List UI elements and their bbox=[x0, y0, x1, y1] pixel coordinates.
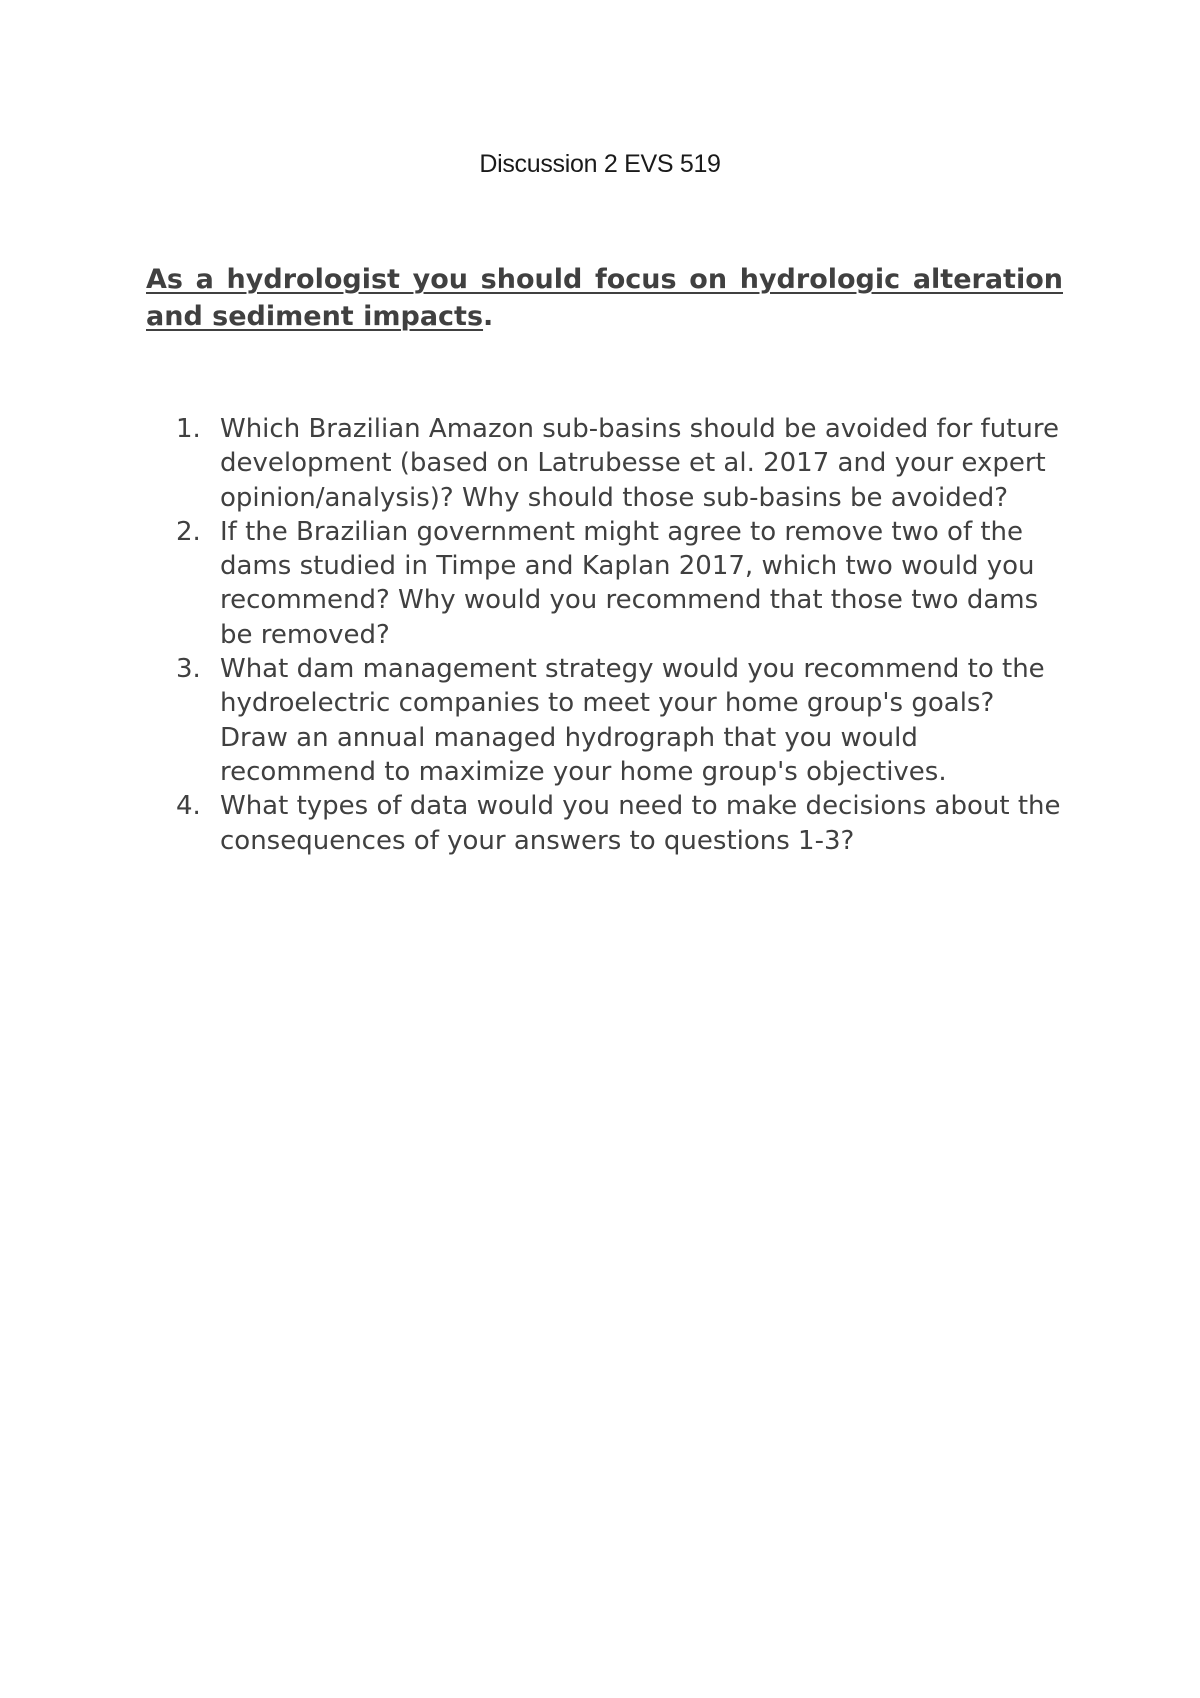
question-number: 1. bbox=[176, 414, 201, 444]
question-text: If the Brazilian government might agree to remove two of the dams studied in Timpe and Kaplan 2017, which two would you recommend? Why would you recommend that those two dams be removed? bbox=[220, 516, 1039, 650]
question-number: 4. bbox=[176, 791, 201, 822]
question-text: What dam management strategy would you recommend to the hydroelectric companies to meet your home group's goals? Draw an annual managed hydrograph that you would recommend to maximize your home group's objectives. bbox=[220, 654, 1045, 787]
question-text: Which Brazilian Amazon sub-basins should be avoided for future development (based on Latrubesse et al. 2017 and your expert opinion/analysis)? Why should those sub-basins be avoided? bbox=[220, 414, 1059, 513]
instruction-heading bbox=[146, 261, 1063, 335]
document-title: Discussion 2 EVS 519 bbox=[479, 150, 721, 178]
question-list bbox=[176, 412, 1066, 858]
question-number: 2. bbox=[176, 516, 201, 547]
question-text: What types of data would you need to make decisions about the consequences of your answers to questions 1-3? bbox=[220, 791, 1061, 856]
question-item bbox=[176, 412, 1066, 515]
question-item bbox=[176, 652, 1066, 789]
question-item bbox=[176, 789, 1066, 858]
question-item bbox=[176, 515, 1066, 652]
question-number: 3. bbox=[176, 654, 201, 685]
instruction-period: . bbox=[483, 301, 494, 332]
instruction-underlined-text: As a hydrologist you should focus on hydrologic alteration and sediment impacts bbox=[146, 264, 1063, 332]
